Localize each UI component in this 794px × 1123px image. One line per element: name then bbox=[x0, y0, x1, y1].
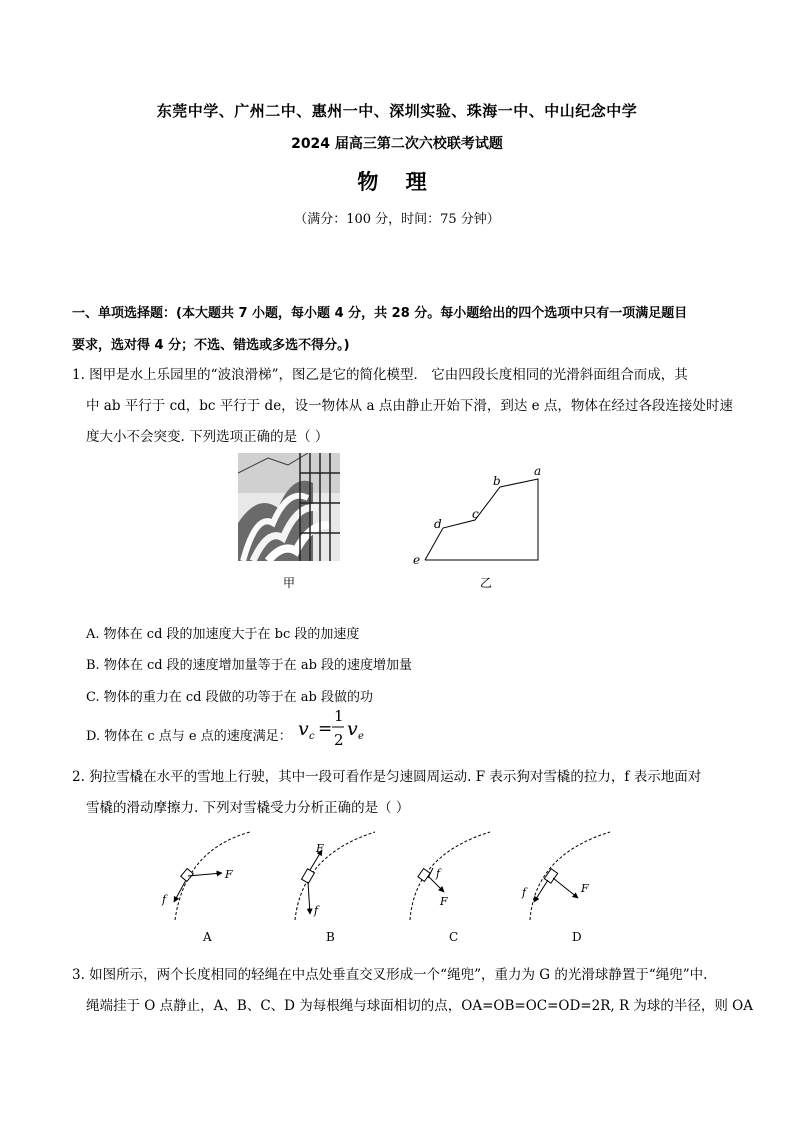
point-d-label: d bbox=[434, 517, 442, 531]
force-f-label-c: f bbox=[436, 867, 441, 880]
q1-option-d[interactable]: D. 物体在 c 点与 e 点的速度满足： bbox=[86, 729, 292, 744]
svg-text:c: c bbox=[309, 731, 315, 742]
exam-info: （满分：100 分，时间：75 分钟） bbox=[294, 212, 500, 227]
diagram-option-d bbox=[521, 832, 610, 920]
q2-stem-line1: 2. 狗拉雪橇在水平的雪地上行驶，其中一段可看作是匀速圆周运动. F 表示狗对雪橇的拉力，f 表示地面对 bbox=[72, 769, 702, 785]
q2-option-a-label[interactable]: A bbox=[203, 930, 212, 944]
force-F-label-c: F bbox=[440, 895, 448, 908]
svg-text:=: = bbox=[318, 719, 333, 739]
q3-stem-line2: 绳端挂于 O 点静止，A、B、C、D 为每根绳与球面相切的点，OA=OB=OC=OD=2R, R 为球的半径，则 OA bbox=[86, 998, 754, 1014]
diagram-option-a bbox=[161, 832, 250, 920]
force-f-label-a: f bbox=[162, 893, 167, 906]
svg-text:v: v bbox=[347, 718, 358, 740]
force-f-label-d: f bbox=[522, 886, 527, 899]
q2-option-d-label[interactable]: D bbox=[572, 930, 582, 944]
q1-stem-line1: 1. 图甲是水上乐园里的“波浪滑梯”，图乙是它的简化模型． 它由四段长度相同的光滑斜面组合而成，其 bbox=[72, 367, 688, 383]
point-a-label: a bbox=[534, 464, 542, 478]
slide-model-diagram bbox=[405, 460, 555, 570]
q1-option-b[interactable]: B. 物体在 cd 段的速度增加量等于在 ab 段的速度增加量 bbox=[86, 658, 413, 673]
section-heading: 一、单项选择题：(本大题共 7 小题，每小题 4 分，共 28 分。每小题给出的四个选项中只有一项满足题目 bbox=[72, 306, 688, 321]
q1-option-a[interactable]: A. 物体在 cd 段的加速度大于在 bc 段的加速度 bbox=[86, 627, 360, 642]
q2-option-b-label[interactable]: B bbox=[326, 930, 335, 944]
fig-yi-label: 乙 bbox=[480, 576, 493, 590]
force-F-label-b: F bbox=[316, 842, 324, 855]
force-F-label-a: F bbox=[225, 868, 233, 881]
diagram-option-b bbox=[295, 832, 375, 920]
force-F-label-d: F bbox=[581, 882, 589, 895]
svg-text:v: v bbox=[298, 718, 309, 740]
point-e-label: e bbox=[413, 553, 421, 567]
fig-jia-label: 甲 bbox=[283, 576, 296, 590]
q1-stem-line3: 度大小不会突变. 下列选项正确的是（ ） bbox=[86, 429, 329, 445]
schools-header: 东莞中学、广州二中、惠州一中、深圳实验、珠海一中、中山纪念中学 bbox=[156, 102, 638, 120]
subject-title: 物 理 bbox=[357, 170, 437, 194]
diagram-option-c bbox=[410, 832, 490, 920]
svg-text:2: 2 bbox=[334, 731, 344, 749]
svg-text:e: e bbox=[358, 731, 364, 742]
q1-option-c[interactable]: C. 物体的重力在 cd 段做的功等于在 ab 段做的功 bbox=[86, 690, 373, 705]
q1-stem-line2: 中 ab 平行于 cd，bc 平行于 de，设一物体从 a 点由静止开始下滑，到达 e 点，物体在经过各段连接处时速 bbox=[86, 398, 733, 414]
q2-option-c-label[interactable]: C bbox=[449, 930, 459, 944]
q2-stem-line2: 雪橇的滑动摩擦力. 下列对雪橇受力分析正确的是（ ） bbox=[86, 800, 410, 816]
sled-force-diagrams bbox=[150, 830, 630, 930]
point-b-label: b bbox=[493, 474, 501, 488]
point-c-label: c bbox=[472, 507, 479, 521]
section-heading-cont: 要求，选对得 4 分；不选、错选或多选不得分。) bbox=[72, 338, 350, 353]
wave-slide-photo bbox=[238, 453, 340, 561]
exam-title: 2024 届高三第二次六校联考试题 bbox=[291, 136, 503, 152]
q3-stem-line1: 3. 如图所示，两个长度相同的轻绳在中点处垂直交叉形成一个“绳兜”，重力为 G 的光滑球静置于“绳兜”中. bbox=[72, 967, 708, 983]
velocity-formula bbox=[296, 705, 376, 751]
svg-text:1: 1 bbox=[334, 707, 344, 725]
force-f-label-b: f bbox=[314, 904, 319, 917]
